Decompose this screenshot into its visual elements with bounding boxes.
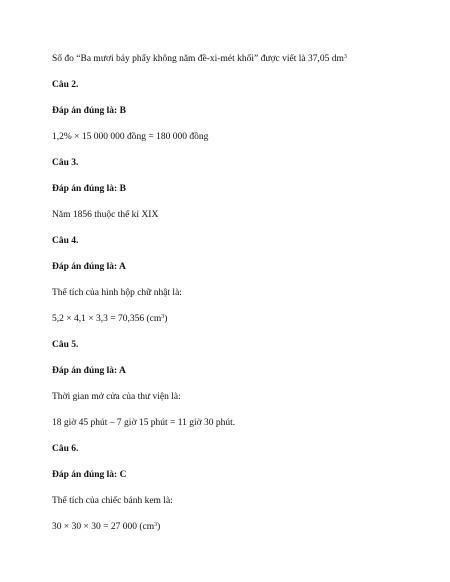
explanation-line: Thời gian mở cửa của thư viện là: [52,392,181,402]
answer-text-line: Số đo “Ba mươi bảy phẩy không năm đề-xi-mét khối” được viết là 37,05 $dm^3$ [52,54,347,64]
explanation-line: Thể tích của hình hộp chữ nhật là: [52,288,182,298]
explanation-line: Năm 1856 thuộc thế kỉ XIX [52,210,159,220]
question-heading: Câu 4. [52,236,79,246]
answer-key: Đáp án đúng là: C [52,470,127,480]
question-heading: Câu 2. [52,80,79,90]
calculation-line: 5,2 × 4,1 × 3,3 = 70,356 $(cm^3)$ [52,314,168,324]
question-heading: Câu 3. [52,158,79,168]
explanation-line: Thể tích của chiếc bánh kem là: [52,496,173,506]
question-heading: Câu 6. [52,444,79,454]
answer-key: Đáp án đúng là: A [52,366,126,376]
calculation-line: 30 × 30 × 30 = 27 000 $(cm^3)$ [52,522,161,532]
answer-key: Đáp án đúng là: B [52,106,126,116]
explanation-line: 1,2% × 15 000 000 đồng = 180 000 đồng [52,132,209,142]
answer-key: Đáp án đúng là: B [52,184,126,194]
answer-key: Đáp án đúng là: A [52,262,126,272]
calculation-line: 18 giờ 45 phút – 7 giờ 15 phút = 11 giờ 30 phút. [52,418,236,428]
question-heading: Câu 5. [52,340,79,350]
